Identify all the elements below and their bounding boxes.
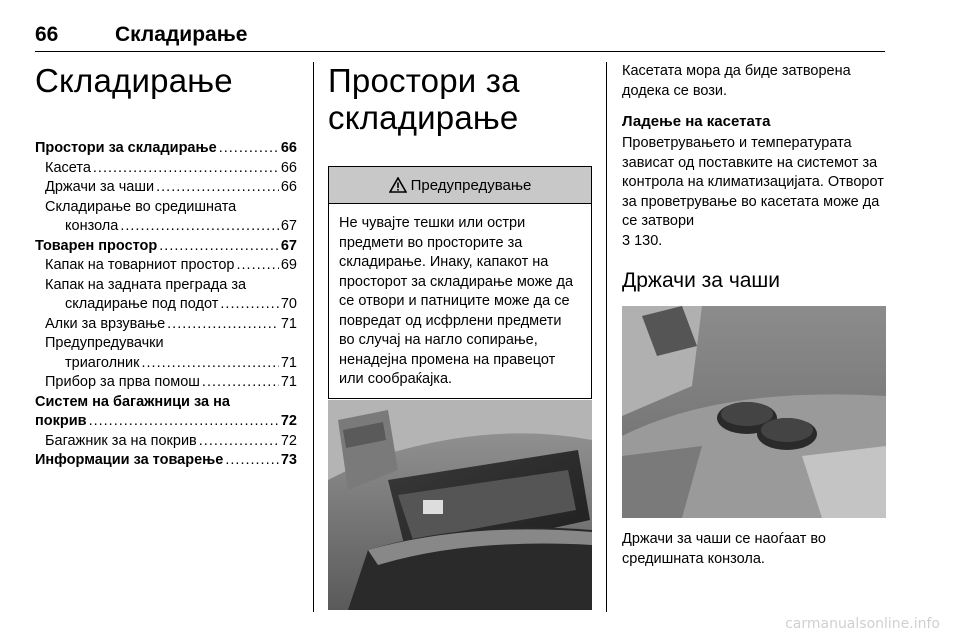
header-title: Складирање — [115, 23, 248, 46]
page-number: 66 — [35, 23, 59, 46]
toc-entry: Предупредувачки — [45, 335, 164, 351]
toc-entry-page: 71 — [280, 315, 297, 332]
section-title-line1: Простори за — [328, 62, 520, 99]
toc-entry-label: Товарен простор — [35, 237, 158, 254]
toc-leader-dots — [142, 354, 279, 374]
toc-entry-label: Држачи за чаши — [45, 179, 155, 195]
toc-entry — [35, 432, 297, 452]
toc-entry — [35, 412, 297, 432]
toc-entry — [35, 237, 297, 257]
toc-entry-page: 67 — [280, 218, 297, 234]
toc-entry-label: Алки за врзување — [45, 315, 166, 332]
toc-leader-dots — [225, 451, 279, 471]
glovebox-photo — [328, 400, 592, 610]
toc-entry — [35, 217, 297, 237]
toc-entry: Капак на задната преграда за — [45, 276, 247, 293]
section-title-line2: складирање — [328, 99, 519, 136]
toc-leader-dots — [202, 373, 279, 393]
storage-column — [328, 62, 592, 445]
toc-entry-label: Багажник за на покрив — [45, 432, 197, 449]
toc-entry: Складирање во средишната — [45, 198, 237, 215]
toc-leader-dots — [93, 159, 279, 179]
toc-entry-label: Информации за товарење — [35, 452, 224, 468]
toc-entry-page: 66 — [280, 179, 297, 195]
toc-entry-label: Касета — [45, 159, 91, 176]
toc-entry-page: 69 — [280, 257, 297, 273]
toc-column — [35, 62, 297, 471]
cooling-body: Проветрувањето и температурата зависат од поставките на системот за контрола на климатизацијата. Отворот за проветрување во касетата може да се затвори — [622, 135, 884, 229]
cupholder-caption: Држачи за чаши се наоѓаат во средишната конзола. — [622, 531, 826, 567]
toc-entry — [35, 451, 297, 471]
toc-entry-page: 72 — [280, 432, 297, 449]
cupholder-photo — [622, 306, 886, 518]
toc-entry-label: складирање под подот — [65, 296, 219, 312]
warning-box — [328, 166, 592, 399]
toc-leader-dots — [89, 412, 279, 432]
toc-leader-dots — [167, 315, 279, 335]
glovebox-intro: Касетата мора да биде затворена додека се вози. — [622, 63, 851, 99]
toc-entry — [35, 373, 297, 393]
toc-leader-dots — [236, 256, 278, 276]
toc-leader-dots — [156, 178, 279, 198]
column-divider — [313, 62, 314, 612]
warning-label: Предупредување — [410, 176, 532, 194]
glovebox-column — [622, 62, 887, 293]
watermark: carmanualsonline.info — [785, 616, 940, 632]
toc-entry — [35, 295, 297, 315]
table-of-contents — [35, 139, 297, 471]
warning-triangle-icon — [389, 177, 407, 193]
warning-header — [329, 167, 591, 204]
cooling-text — [622, 134, 887, 251]
toc-entry — [35, 256, 297, 276]
toc-entry-page: 71 — [280, 374, 297, 390]
toc-entry-page: 67 — [280, 237, 297, 254]
warning-text: Не чувајте тешки или остри предмети во просторите за складирање. Инаку, капакот на просторот за складирање може да се отвори и патниците може да се повредат од исфрлени предмети во случај на нагло сопирање, ненадејна промена на правецот или сообраќајка. — [339, 215, 574, 387]
toc-entry — [35, 159, 297, 179]
toc-entry-page: 71 — [280, 354, 297, 371]
toc-entry-page: 70 — [280, 296, 297, 312]
page-reference: 3 130. — [622, 232, 663, 249]
toc-entry — [35, 354, 297, 374]
toc-entry — [35, 139, 297, 159]
section-title-cupholders: Држачи за чаши — [622, 269, 781, 292]
toc-entry-label: Прибор за прва помош — [45, 374, 200, 390]
toc-entry-label: Капак на товарниот простор — [45, 257, 235, 273]
section-title-storage — [328, 62, 592, 136]
toc-entry-label: триаголник — [65, 354, 140, 371]
toc-leader-dots — [219, 139, 279, 159]
toc-entry-label: покрив — [35, 413, 87, 429]
page-header — [35, 23, 885, 52]
toc-leader-dots — [159, 237, 279, 257]
column-divider — [606, 62, 607, 612]
toc-entry-page: 73 — [280, 452, 297, 468]
toc-entry-label: конзола — [65, 218, 119, 234]
toc-leader-dots — [120, 217, 279, 237]
toc-entry-page: 66 — [280, 159, 297, 176]
toc-entry-page: 72 — [280, 413, 297, 429]
toc-entry-page: 66 — [280, 140, 297, 156]
toc-leader-dots — [199, 432, 279, 452]
cooling-heading: Ладење на касетата — [622, 113, 771, 130]
toc-entry — [35, 315, 297, 335]
toc-leader-dots — [220, 295, 278, 315]
toc-entry: Систем на багажници за на — [35, 393, 230, 410]
toc-entry — [35, 178, 297, 198]
chapter-title: Складирање — [35, 62, 233, 99]
toc-entry-label: Простори за складирање — [35, 140, 217, 156]
cupholder-caption-block — [622, 530, 887, 569]
